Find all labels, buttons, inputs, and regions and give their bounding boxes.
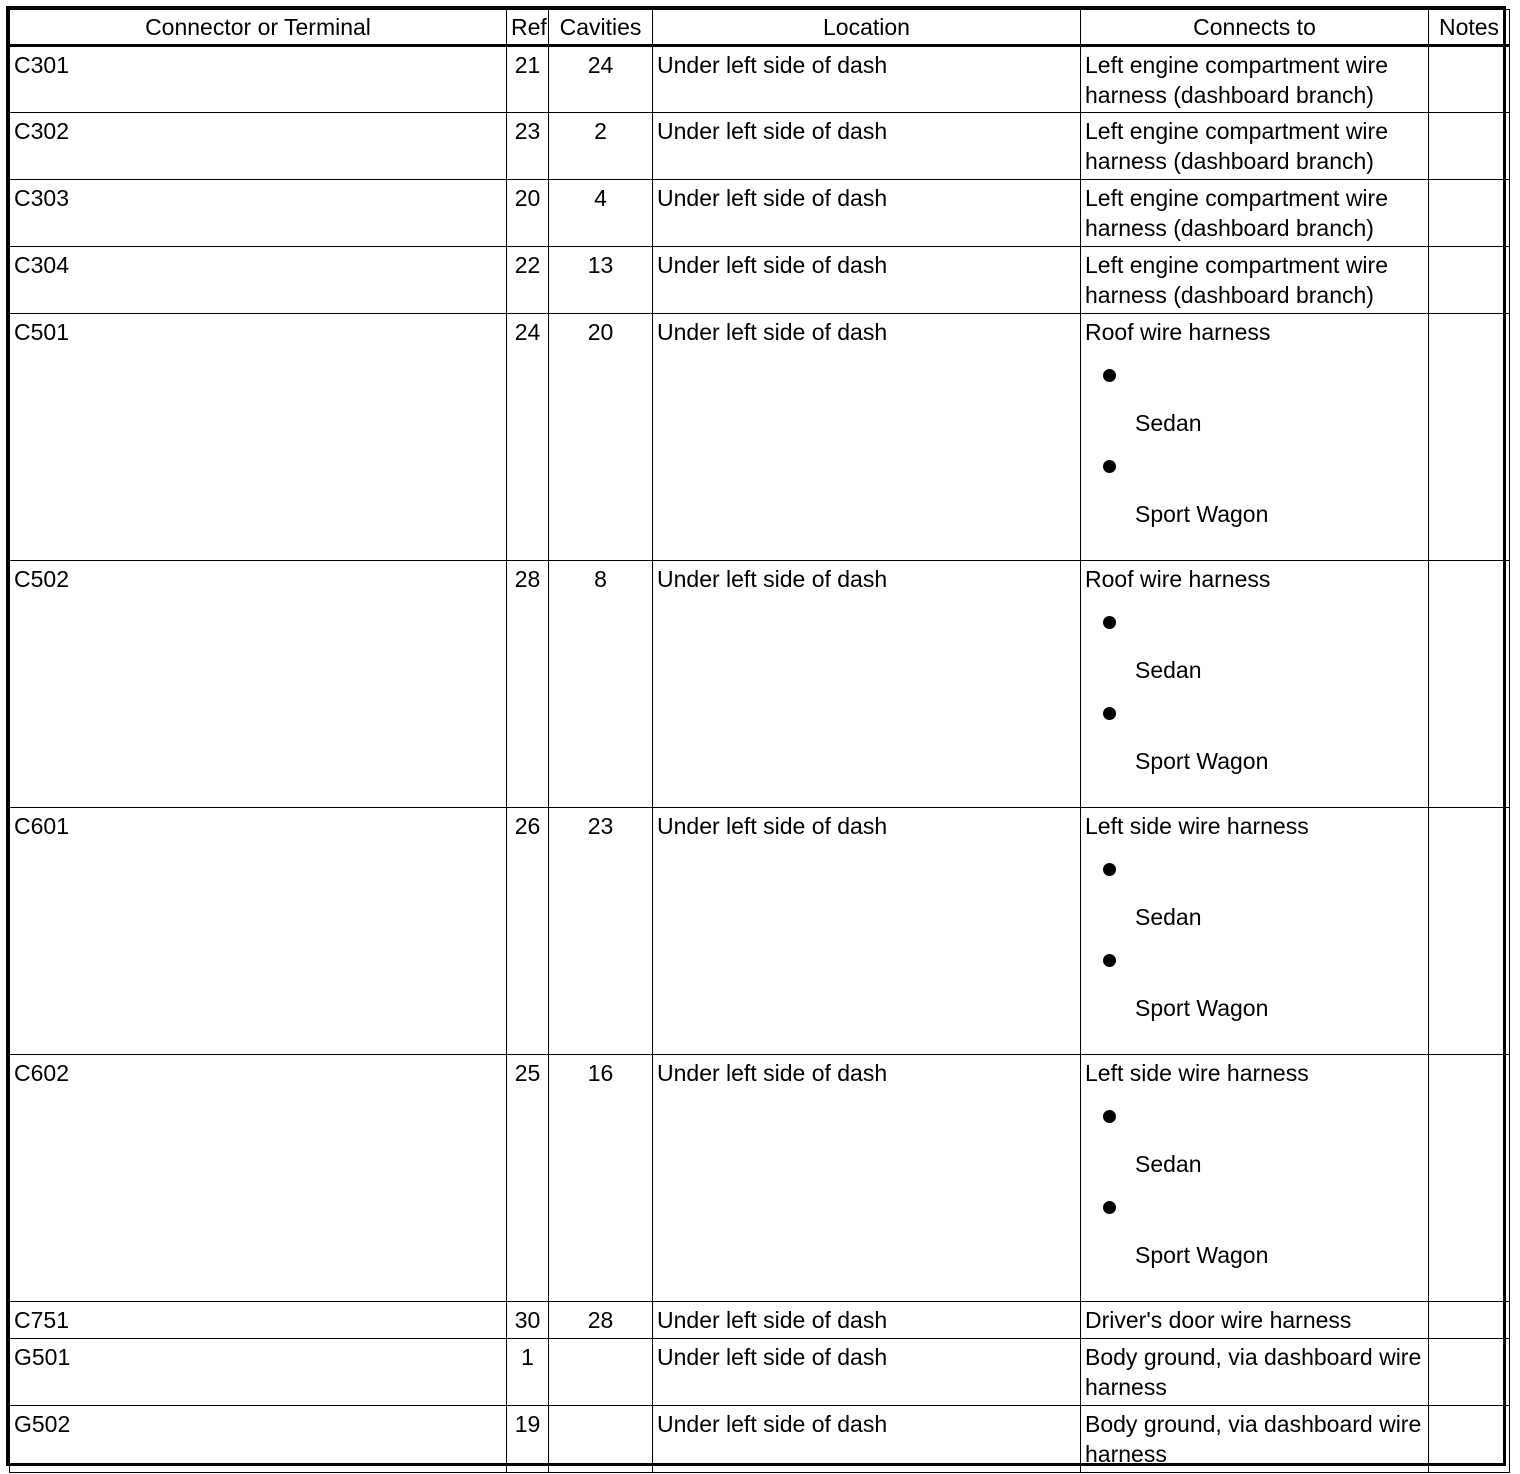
variant-label: Sedan <box>1135 657 1202 683</box>
bullet-icon <box>1103 954 1116 967</box>
cell-connects-to <box>1081 314 1429 561</box>
header-location: Location <box>653 10 1081 46</box>
variant-label: Sport Wagon <box>1135 501 1269 527</box>
variant-label: Sedan <box>1135 904 1202 930</box>
cell-ref: 30 <box>507 1302 549 1339</box>
cell-notes <box>1429 1302 1510 1339</box>
cell-connects-to: Left engine compartment wire harness (dashboard branch) <box>1081 113 1429 180</box>
connects-to-label: Roof wire harness <box>1085 566 1271 592</box>
cell-cavities <box>549 1406 653 1473</box>
cell-connects-to <box>1081 808 1429 1055</box>
cell-ref: 28 <box>507 561 549 808</box>
cell-connects-to: Body ground, via dashboard wire harness <box>1081 1406 1429 1473</box>
cell-cavities: 4 <box>549 180 653 247</box>
cell-location: Under left side of dash <box>653 113 1081 180</box>
table-row <box>10 1055 1510 1302</box>
cell-notes <box>1429 247 1510 314</box>
cell-connects-to: Left engine compartment wire harness (dashboard branch) <box>1081 247 1429 314</box>
cell-location: Under left side of dash <box>653 1339 1081 1406</box>
cell-location: Under left side of dash <box>653 1055 1081 1302</box>
cell-notes <box>1429 113 1510 180</box>
bullet-icon <box>1103 707 1116 720</box>
table-row <box>10 808 1510 1055</box>
cell-notes <box>1429 1406 1510 1473</box>
bullet-icon <box>1103 460 1116 473</box>
connector-table <box>9 9 1510 1473</box>
cell-cavities: 24 <box>549 46 653 113</box>
cell-connector: C502 <box>10 561 507 808</box>
cell-connector: C301 <box>10 46 507 113</box>
variant-label: Sport Wagon <box>1135 1242 1269 1268</box>
connects-to-label: Left side wire harness <box>1085 1060 1309 1086</box>
cell-location: Under left side of dash <box>653 1406 1081 1473</box>
header-connects-to: Connects to <box>1081 10 1429 46</box>
cell-ref: 25 <box>507 1055 549 1302</box>
cell-connector: C303 <box>10 180 507 247</box>
cell-ref: 22 <box>507 247 549 314</box>
table-row <box>10 1339 1510 1406</box>
header-row <box>10 10 1510 46</box>
bullet-icon <box>1103 616 1116 629</box>
bullet-icon <box>1103 863 1116 876</box>
table-row <box>10 561 1510 808</box>
cell-connector: G501 <box>10 1339 507 1406</box>
cell-connector: C302 <box>10 113 507 180</box>
cell-cavities: 23 <box>549 808 653 1055</box>
header-ref: Ref <box>507 10 549 46</box>
cell-cavities: 2 <box>549 113 653 180</box>
cell-notes <box>1429 46 1510 113</box>
header-connector: Connector or Terminal <box>10 10 507 46</box>
bullet-icon <box>1103 369 1116 382</box>
cell-connector: G502 <box>10 1406 507 1473</box>
variant-label: Sport Wagon <box>1135 748 1269 774</box>
cell-cavities: 28 <box>549 1302 653 1339</box>
cell-connects-to: Left engine compartment wire harness (dashboard branch) <box>1081 180 1429 247</box>
cell-connector: C304 <box>10 247 507 314</box>
cell-connects-to <box>1081 561 1429 808</box>
cell-ref: 26 <box>507 808 549 1055</box>
cell-connects-to <box>1081 1055 1429 1302</box>
connector-table-sheet <box>6 6 1506 1466</box>
cell-location: Under left side of dash <box>653 314 1081 561</box>
header-notes: Notes <box>1429 10 1510 46</box>
cell-connector: C501 <box>10 314 507 561</box>
cell-location: Under left side of dash <box>653 247 1081 314</box>
cell-location: Under left side of dash <box>653 46 1081 113</box>
table-row <box>10 46 1510 113</box>
variant-label: Sedan <box>1135 1151 1202 1177</box>
table-row <box>10 1406 1510 1473</box>
cell-cavities: 13 <box>549 247 653 314</box>
cell-ref: 1 <box>507 1339 549 1406</box>
cell-notes <box>1429 808 1510 1055</box>
cell-location: Under left side of dash <box>653 1302 1081 1339</box>
cell-notes <box>1429 1339 1510 1406</box>
cell-location: Under left side of dash <box>653 808 1081 1055</box>
cell-cavities: 20 <box>549 314 653 561</box>
cell-ref: 23 <box>507 113 549 180</box>
cell-connects-to: Driver's door wire harness <box>1081 1302 1429 1339</box>
cell-notes <box>1429 314 1510 561</box>
cell-ref: 24 <box>507 314 549 561</box>
cell-notes <box>1429 180 1510 247</box>
cell-ref: 21 <box>507 46 549 113</box>
connects-to-label: Left side wire harness <box>1085 813 1309 839</box>
variant-label: Sport Wagon <box>1135 995 1269 1021</box>
bullet-icon <box>1103 1110 1116 1123</box>
cell-cavities: 8 <box>549 561 653 808</box>
table-row <box>10 247 1510 314</box>
table-row <box>10 113 1510 180</box>
cell-connector: C602 <box>10 1055 507 1302</box>
cell-ref: 20 <box>507 180 549 247</box>
cell-location: Under left side of dash <box>653 561 1081 808</box>
variant-label: Sedan <box>1135 410 1202 436</box>
cell-ref: 19 <box>507 1406 549 1473</box>
table-row <box>10 1302 1510 1339</box>
cell-cavities: 16 <box>549 1055 653 1302</box>
cell-location: Under left side of dash <box>653 180 1081 247</box>
cell-connects-to: Body ground, via dashboard wire harness <box>1081 1339 1429 1406</box>
cell-notes <box>1429 1055 1510 1302</box>
connects-to-label: Roof wire harness <box>1085 319 1271 345</box>
cell-connects-to: Left engine compartment wire harness (dashboard branch) <box>1081 46 1429 113</box>
table-row <box>10 180 1510 247</box>
header-cavities: Cavities <box>549 10 653 46</box>
cell-cavities <box>549 1339 653 1406</box>
cell-connector: C601 <box>10 808 507 1055</box>
table-row <box>10 314 1510 561</box>
bullet-icon <box>1103 1201 1116 1214</box>
cell-connector: C751 <box>10 1302 507 1339</box>
cell-notes <box>1429 561 1510 808</box>
